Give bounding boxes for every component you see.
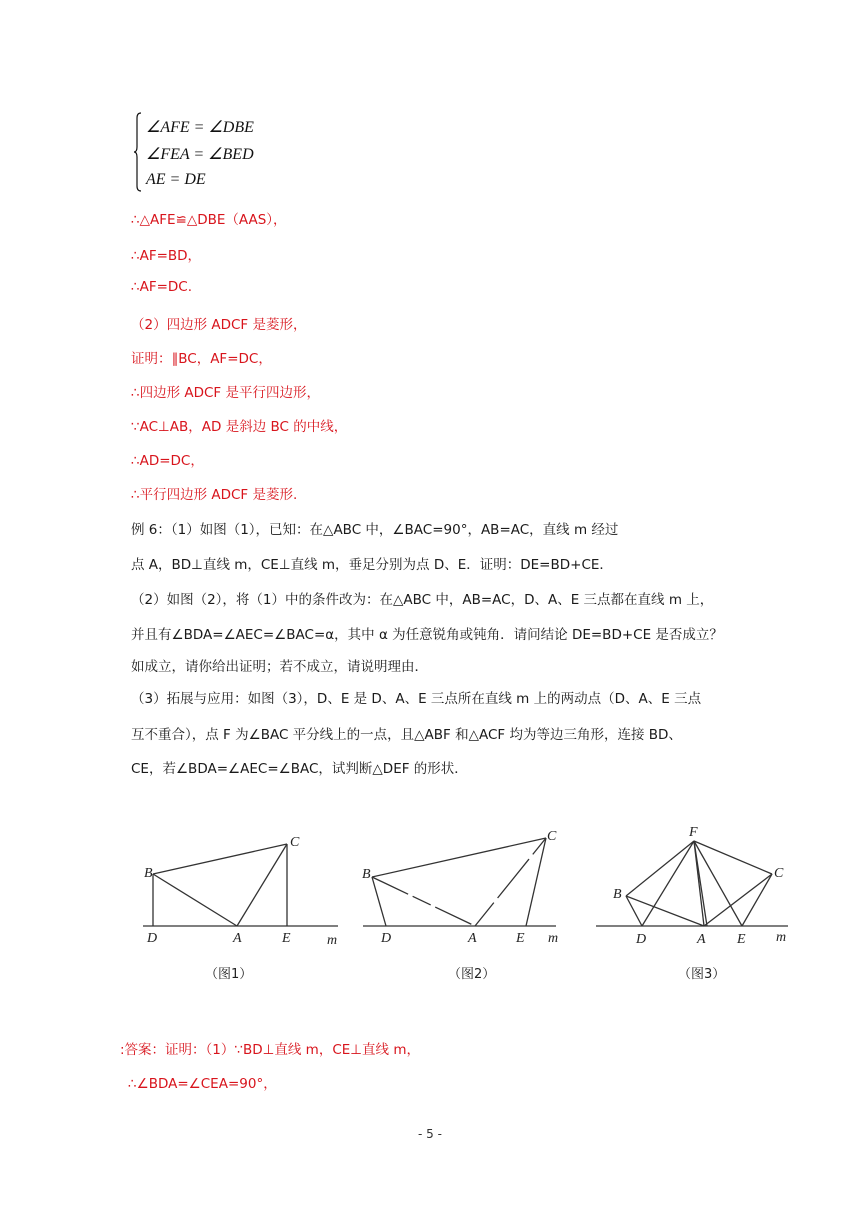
answer-line: :答案：证明：（1）∵BD⊥直线 m，CE⊥直线 m， <box>120 1042 420 1058</box>
label-a: A <box>233 931 242 946</box>
figure-2-diagram <box>360 826 570 950</box>
label-m: m <box>776 930 787 945</box>
label-c: C <box>774 866 784 881</box>
answer-line: ∴四边形 ADCF 是平行四边形， <box>131 385 320 401</box>
label-a: A <box>697 932 706 947</box>
figure-1 <box>140 830 350 954</box>
figure-3-diagram <box>594 823 794 951</box>
equation-brace <box>134 112 142 192</box>
answer-line: ∴AF=DC. <box>131 279 193 295</box>
problem-line: （2）如图（2），将（1）中的条件改为：在△ABC 中，AB=AC，D、A、E 三点都在直线 m 上， <box>131 592 714 608</box>
figure-1-diagram <box>140 830 350 950</box>
answer-line: ∴平行四边形 ADCF 是菱形. <box>131 487 298 503</box>
figure-2 <box>360 826 570 954</box>
label-e: E <box>737 932 746 947</box>
figure-3 <box>594 823 794 955</box>
answer-line: ∴△AFE≌△DBE（AAS）， <box>131 212 287 228</box>
figure-1-caption: （图1） <box>205 967 253 982</box>
label-c: C <box>290 835 300 850</box>
label-d: D <box>636 932 647 947</box>
problem-line: （3）拓展与应用：如图（3），D、E 是 D、A、E 三点所在直线 m 上的两动点（D、A、E 三点 <box>131 691 702 707</box>
label-e: E <box>516 931 525 946</box>
problem-line: 点 A，BD⊥直线 m，CE⊥直线 m，垂足分别为点 D、E．证明：DE=BD+CE． <box>131 557 613 573</box>
answer-line: ∴∠BDA=∠CEA=90°， <box>128 1076 277 1092</box>
label-b: B <box>362 867 371 882</box>
label-d: D <box>147 931 158 946</box>
equation-line-2: ∠FEA = ∠BED <box>146 146 254 163</box>
label-b: B <box>613 887 622 902</box>
label-f: F <box>689 825 698 840</box>
label-e: E <box>282 931 291 946</box>
figure-2-caption: （图2） <box>448 967 496 982</box>
answer-line: ∴AF=BD， <box>131 248 202 264</box>
figure-3-caption: （图3） <box>678 967 726 982</box>
problem-line: 例 6：（1）如图（1），已知：在△ABC 中，∠BAC=90°，AB=AC，直线 m 经过 <box>131 522 619 538</box>
page-number: - 5 - <box>418 1127 442 1141</box>
problem-line: 并且有∠BDA=∠AEC=∠BAC=α，其中 α 为任意锐角或钝角．请问结论 DE=BD+CE 是否成立？ <box>131 627 723 643</box>
answer-line: ∴AD=DC， <box>131 453 204 469</box>
problem-line: 如成立，请你给出证明；若不成立，请说明理由． <box>131 659 428 675</box>
label-c: C <box>547 829 557 844</box>
answer-line: （2）四边形 ADCF 是菱形， <box>131 317 307 333</box>
problem-line: 互不重合），点 F 为∠BAC 平分线上的一点，且△ABF 和△ACF 均为等边三角形，连接 BD、 <box>131 727 682 743</box>
label-b: B <box>144 866 153 881</box>
label-m: m <box>327 933 338 948</box>
equation-line-3: AE = DE <box>146 171 206 188</box>
equation-line-1: ∠AFE = ∠DBE <box>146 119 254 136</box>
label-m: m <box>548 931 559 946</box>
label-d: D <box>381 931 392 946</box>
problem-line: CE，若∠BDA=∠AEC=∠BAC，试判断△DEF 的形状． <box>131 761 468 777</box>
answer-line: 证明：∥BC，AF=DC， <box>131 351 272 367</box>
answer-line: ∵AC⊥AB，AD 是斜边 BC 的中线， <box>131 419 348 435</box>
label-a: A <box>468 931 477 946</box>
